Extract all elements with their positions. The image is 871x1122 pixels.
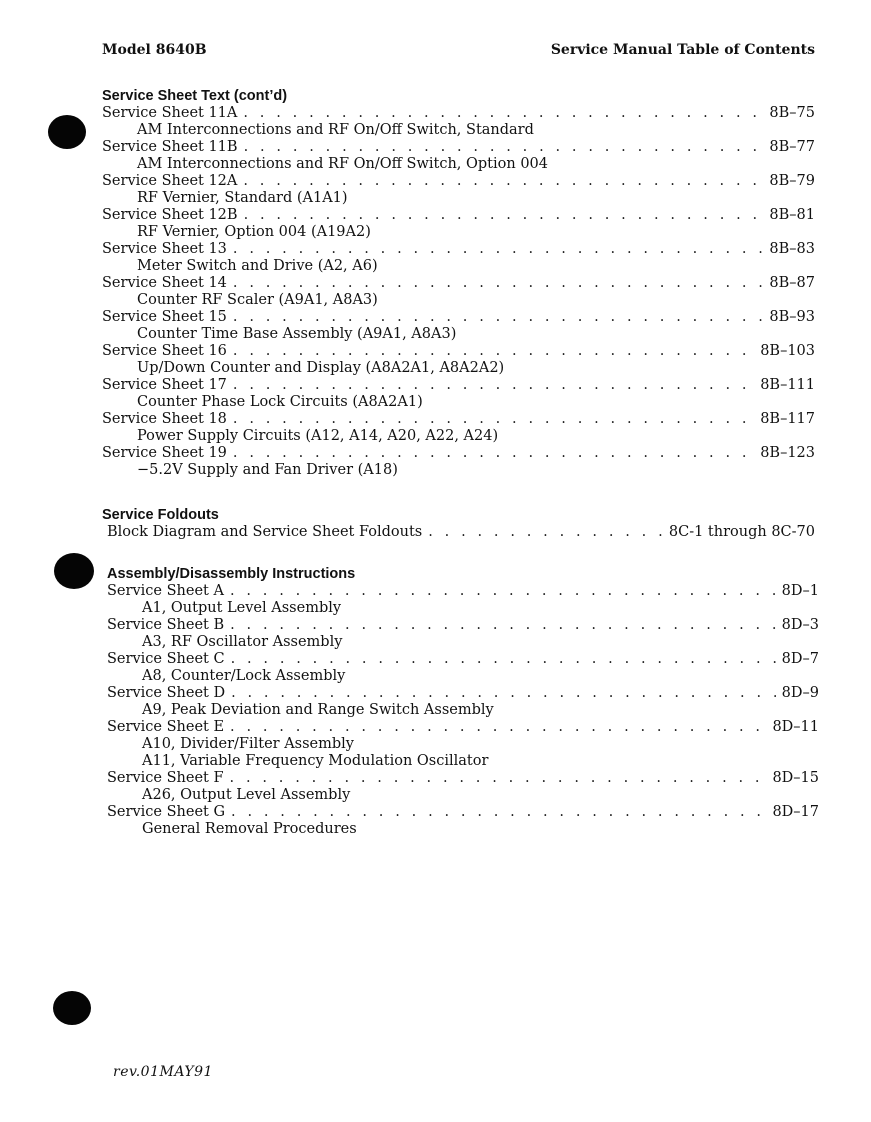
dot-leader (230, 617, 776, 634)
entry-page: 8B–77 (769, 139, 815, 155)
entry-page: 8D–1 (781, 583, 819, 599)
entry-description: Counter Time Base Assembly (A9A1, A8A3) (137, 326, 457, 342)
section-service-foldouts (102, 507, 815, 541)
binder-hole-top (48, 115, 86, 149)
entry-name: Service Sheet E (107, 719, 225, 735)
entry-description: A9, Peak Deviation and Range Switch Assembly (142, 702, 494, 718)
toc-entry[interactable] (107, 804, 819, 838)
entry-page: 8C-1 through 8C-70 (668, 524, 815, 540)
entry-page: 8D–17 (772, 804, 819, 820)
toc-entry[interactable] (107, 583, 819, 617)
toc-entry[interactable] (107, 770, 819, 804)
toc-entry[interactable] (107, 685, 819, 719)
entry-page: 8B–87 (769, 275, 815, 291)
entry-name: Service Sheet D (107, 685, 226, 701)
entry-name: Service Sheet 16 (102, 343, 227, 359)
entry-name: Service Sheet 11A (102, 105, 238, 121)
section-title: Service Sheet Text (cont’d) (102, 88, 288, 104)
toc-entry[interactable] (102, 309, 815, 343)
entry-description: A8, Counter/Lock Assembly (142, 668, 346, 684)
entry-page: 8B–83 (769, 241, 815, 257)
section-title: Service Foldouts (102, 507, 219, 523)
toc-entry[interactable] (102, 411, 815, 445)
entry-name: Service Sheet F (107, 770, 224, 786)
dot-leader (230, 719, 766, 736)
dot-leader (233, 377, 754, 394)
entry-name: Service Sheet G (107, 804, 226, 820)
entry-description: A10, Divider/Filter Assembly (142, 736, 354, 752)
dot-leader (243, 173, 763, 190)
entry-description: RF Vernier, Standard (A1A1) (137, 190, 348, 206)
entry-description: Counter Phase Lock Circuits (A8A2A1) (137, 394, 423, 410)
entry-description: A26, Output Level Assembly (142, 787, 351, 803)
entry-description: A3, RF Oscillator Assembly (142, 634, 343, 650)
entry-description: Meter Switch and Drive (A2, A6) (137, 258, 378, 274)
toc-entry[interactable] (102, 105, 815, 139)
entry-description: General Removal Procedures (142, 821, 357, 837)
entry-page: 8B–111 (760, 377, 815, 393)
dot-leader (233, 445, 754, 462)
toc-entry[interactable] (102, 377, 815, 411)
entry-page: 8D–3 (781, 617, 819, 633)
entry-name: Service Sheet 14 (102, 275, 227, 291)
toc-entry[interactable] (102, 173, 815, 207)
dot-leader (230, 770, 767, 787)
page-title: Service Manual Table of Contents (550, 42, 815, 58)
model-label: Model 8640B (102, 42, 207, 58)
entry-name: Service Sheet 17 (102, 377, 227, 393)
dot-leader (244, 139, 764, 156)
entry-page: 8B–75 (769, 105, 815, 121)
toc-entry[interactable] (102, 139, 815, 173)
section-service-sheet-text (102, 88, 815, 479)
entry-page: 8B–93 (769, 309, 815, 325)
entry-description: AM Interconnections and RF On/Off Switch, Standard (137, 122, 534, 138)
entry-name: Service Sheet 12A (102, 173, 238, 189)
toc-entry[interactable] (107, 651, 819, 685)
entry-page: 8D–11 (772, 719, 819, 735)
entry-description: −5.2V Supply and Fan Driver (A18) (137, 462, 398, 478)
entry-name: Service Sheet 19 (102, 445, 227, 461)
entry-description: A1, Output Level Assembly (142, 600, 342, 616)
dot-leader (230, 583, 776, 600)
entry-name: Service Sheet 12B (102, 207, 238, 223)
entry-name: Service Sheet 13 (102, 241, 227, 257)
toc-entry[interactable] (102, 207, 815, 241)
section-assembly-disassembly (107, 566, 819, 838)
entry-description: Counter RF Scaler (A9A1, A8A3) (137, 292, 378, 308)
toc-entry[interactable] (107, 719, 819, 770)
entry-name: Service Sheet 18 (102, 411, 227, 427)
entry-description: Up/Down Counter and Display (A8A2A1, A8A2A2) (137, 360, 505, 376)
toc-entry[interactable] (102, 241, 815, 275)
entry-name: Service Sheet B (107, 617, 225, 633)
entry-description: Power Supply Circuits (A12, A14, A20, A22, A24) (137, 428, 499, 444)
entry-description: A11, Variable Frequency Modulation Oscillator (142, 753, 489, 769)
toc-entry[interactable] (102, 275, 815, 309)
entry-page: 8B–103 (760, 343, 815, 359)
entry-description: RF Vernier, Option 004 (A19A2) (137, 224, 371, 240)
dot-leader (243, 105, 763, 122)
dot-leader (233, 275, 763, 292)
dot-leader (244, 207, 764, 224)
entry-page: 8D–9 (781, 685, 819, 701)
dot-leader (233, 241, 763, 258)
toc-entry[interactable] (102, 343, 815, 377)
dot-leader (231, 651, 776, 668)
dot-leader (231, 804, 766, 821)
entry-name: Block Diagram and Service Sheet Foldouts (107, 524, 423, 540)
toc-entry[interactable] (102, 524, 815, 541)
dot-leader (231, 685, 776, 702)
dot-leader (233, 411, 754, 428)
entry-name: Service Sheet 11B (102, 139, 238, 155)
revision-date: rev.01MAY91 (113, 1064, 213, 1080)
entry-description: AM Interconnections and RF On/Off Switch, Option 004 (137, 156, 548, 172)
entry-page: 8B–81 (769, 207, 815, 223)
dot-leader (233, 309, 763, 326)
entry-page: 8D–7 (781, 651, 819, 667)
entry-name: Service Sheet C (107, 651, 225, 667)
binder-hole-middle (54, 553, 94, 589)
toc-entry[interactable] (107, 617, 819, 651)
section-title: Assembly/Disassembly Instructions (107, 566, 356, 582)
dot-leader (428, 524, 663, 541)
dot-leader (233, 343, 754, 360)
entry-name: Service Sheet 15 (102, 309, 227, 325)
entry-page: 8D–15 (772, 770, 819, 786)
binder-hole-bottom (53, 991, 91, 1025)
entry-name: Service Sheet A (107, 583, 224, 599)
entry-page: 8B–123 (760, 445, 815, 461)
entry-page: 8B–79 (769, 173, 815, 189)
entry-page: 8B–117 (760, 411, 815, 427)
toc-entry[interactable] (102, 445, 815, 479)
